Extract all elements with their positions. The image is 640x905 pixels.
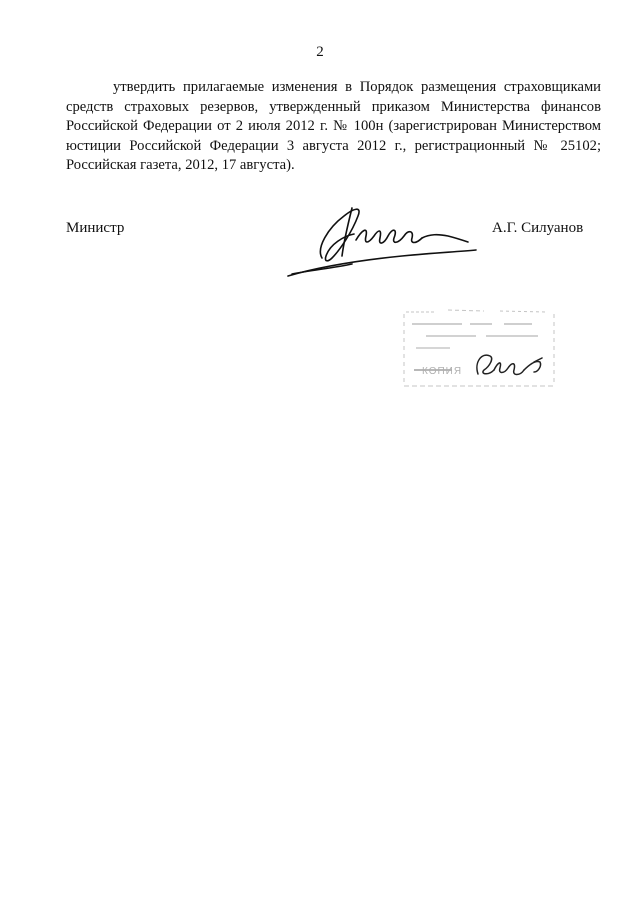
page-number: 2 [316, 44, 324, 60]
signature-block [0, 200, 640, 290]
signatory-title: Министр [66, 220, 125, 236]
svg-text:КОПИЯ: КОПИЯ [422, 366, 463, 377]
body-paragraph: утвердить прилагаемые изменения в Порядок размещения страховщиками средств страховых резервов, утвержденный приказом Министерства финансов Российской Федерации от 2 июля 2012 г. № 100н (зарегистрирован Министерством юстиции Российской Федерации 3 августа 2012 г., регистрационный № 25102; Российская газета, 2012, 17 августа). [66, 79, 601, 173]
minister-signature [282, 200, 482, 282]
copy-stamp [396, 300, 562, 398]
signatory-name: А.Г. Силуанов [492, 220, 584, 236]
